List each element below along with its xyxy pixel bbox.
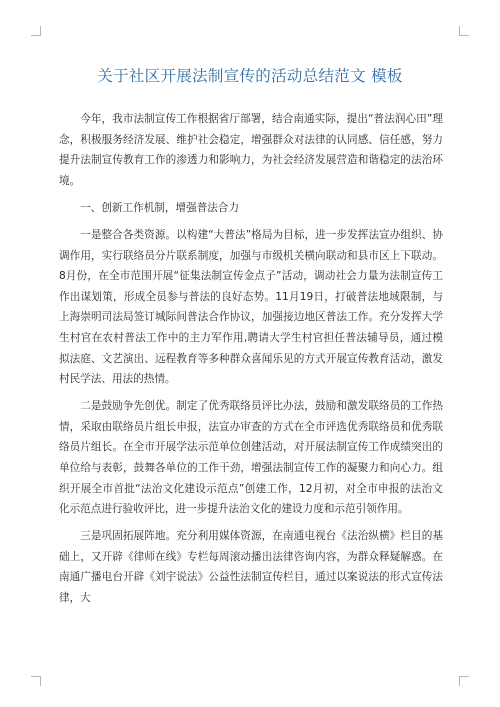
document-title: 关于社区开展法制宣传的活动总结范文 模板 bbox=[97, 67, 403, 85]
paragraph-encourage-excellence: 二是鼓励争先创优。制定了优秀联络员评比办法，鼓励和激发联络员的工作热情，采取由联络员片组长申报，法宣办审查的方式在全市评选优秀联络员和优秀联络员片组长。在全市开展学法示范单位创建活动，对开展法制宣传工作成绩突出的单位给与表彰，鼓舞各单位的工作干劲，增强法制宣传工作的凝聚力和向心力。组织开展全市首批“法治文化建设示范点”创建工作，12月初，对全市申报的法治文化示范点进行验收评比，进一步提升法治文化的建设力度和示范引领作用。 bbox=[59, 400, 443, 516]
paragraph-consolidate-positions: 三是巩固拓展阵地。充分利用媒体资源，在南通电视台《法治纵横》栏目的基础上，又开辟《律师在线》专栏每周滚动播出法律咨询内容，为群众释疑解惑。在南通广播电台开辟《刘宇说法》公益性法制宣传栏目，通过以案说法的形式宣传法律，大 bbox=[59, 530, 443, 605]
paragraph-intro: 今年，我市法制宣传工作根据省厅部署，结合南通实际，提出“普法润心田”理念，积极服务经济发展、维护社会稳定，增强群众对法律的认同感、信任感，努力提升法制宣传教育工作的渗透力和影响力，为社会经济发展营造和谐稳定的法治环境。 bbox=[59, 113, 443, 187]
crop-mark-bottom-right bbox=[459, 676, 469, 686]
document-body bbox=[59, 109, 443, 615]
crop-mark-top-left bbox=[31, 26, 41, 36]
section-heading: 一、创新工作机制，增强普法合力 bbox=[80, 201, 240, 214]
paragraph-integrate-resources: 一是整合各类资源。以构建“大普法”格局为目标，进一步发挥法宣办组织、协调作用，实行联络员分片联系制度，加强与市级机关横向联动和县市区上下联动。8月份，在全市范围开展“征集法制宣传金点子”活动，调动社会力量为法制宣传工作出谋划策，形成全员参与普法的良好态势。11月19日，打破普法地域限制，与上海崇明司法局签订城际间普法合作协议，加强接边地区普法工作。充分发挥大学生村官在农村普法工作中的主力军作用,聘请大学生村官担任普法辅导员，通过模拟法庭、文艺演出、远程教育等多种群众喜闻乐见的方式开展宣传教育活动，激发村民学法、用法的热情。 bbox=[59, 228, 443, 386]
crop-mark-bottom-left bbox=[31, 676, 41, 686]
crop-mark-top-right bbox=[459, 26, 469, 36]
